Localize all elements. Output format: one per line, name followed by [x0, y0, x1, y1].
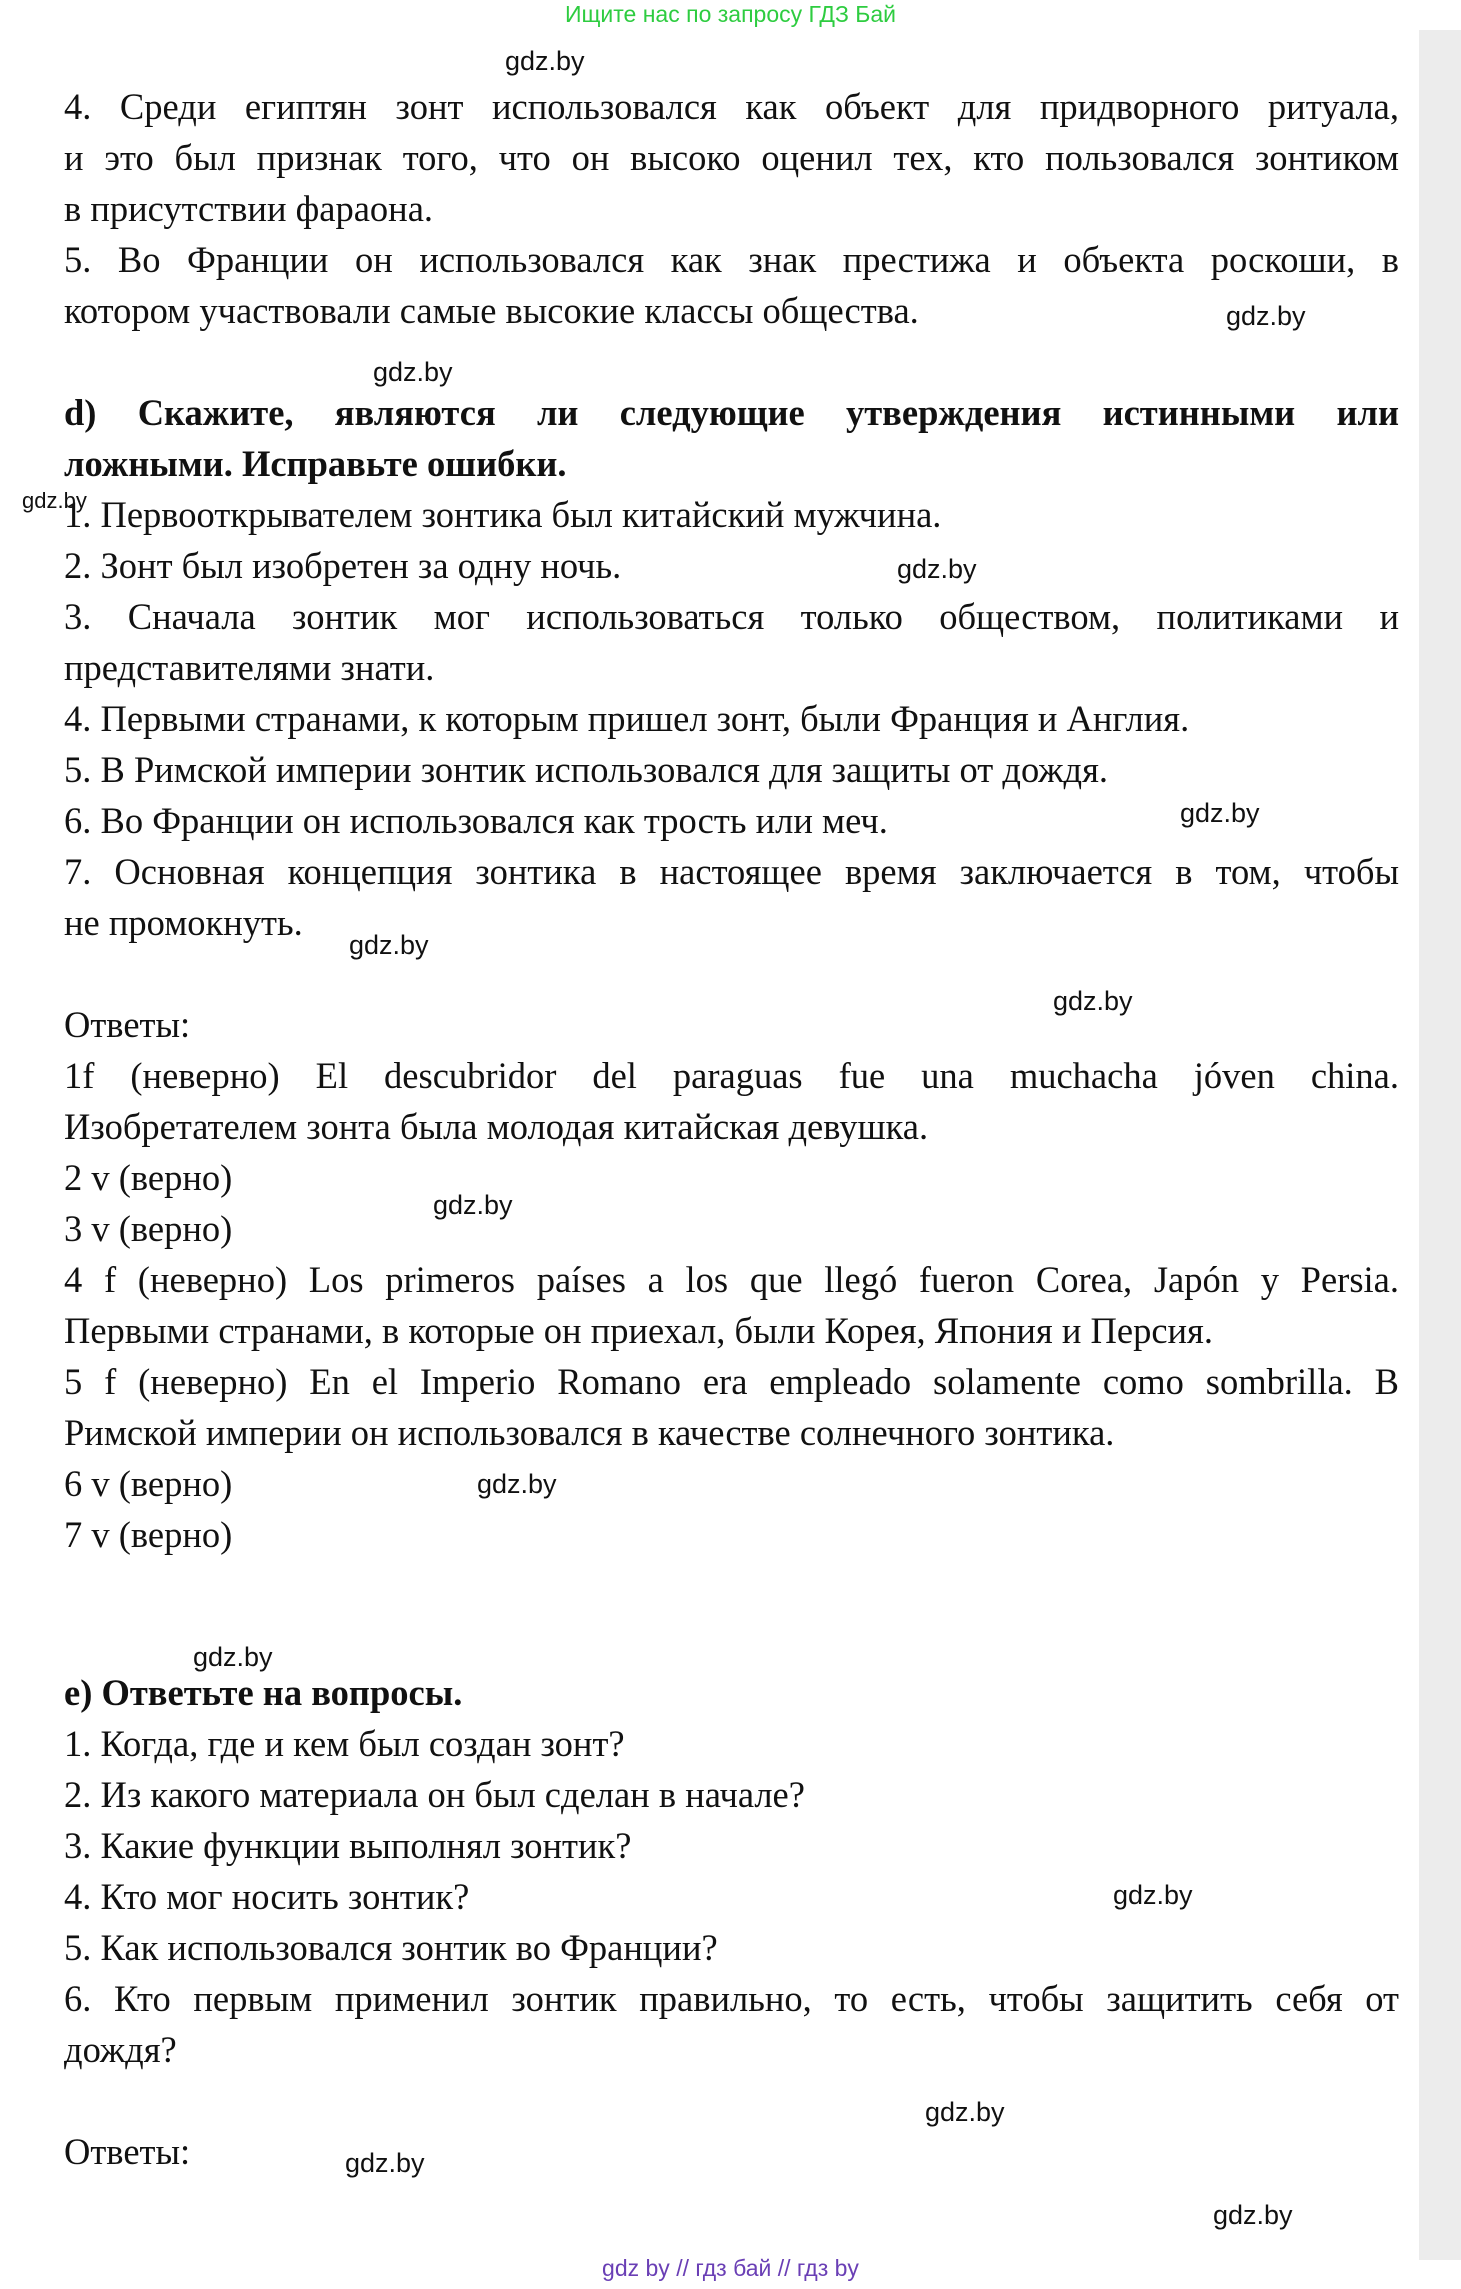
watermark: gdz.by	[345, 2148, 425, 2178]
answer-item: 1f (неверно) El descubridor del paraguas fue una muchacha jóven china.	[64, 1055, 1399, 1096]
watermark: gdz.by	[1180, 798, 1260, 828]
answer-item: 3 v (верно)	[64, 1208, 233, 1249]
watermark: gdz.by	[1213, 2200, 1293, 2230]
answer-item: Римской империи он использовался в качестве солнечного зонтика.	[64, 1412, 1115, 1453]
answer-item: 6 v (верно)	[64, 1463, 233, 1504]
answer-item: 2 v (верно)	[64, 1157, 233, 1198]
statement-item: 2. Зонт был изобретен за одну ночь.	[64, 545, 622, 586]
watermark: gdz.by	[349, 930, 429, 960]
watermark: gdz.by	[925, 2097, 1005, 2127]
watermark: gdz.by	[22, 488, 87, 513]
watermark: gdz.by	[373, 357, 453, 387]
question-item: 1. Когда, где и кем был создан зонт?	[64, 1723, 625, 1764]
section-d-heading: d) Скажите, являются ли следующие утверждения истинными или	[64, 392, 1399, 433]
answers-label: Ответы:	[64, 1004, 191, 1045]
text-line: 5. Во Франции он использовался как знак престижа и объекта роскоши, в	[64, 239, 1399, 280]
watermark: gdz.by	[1226, 301, 1306, 331]
answers-label: Ответы:	[64, 2131, 191, 2172]
statement-item: не промокнуть.	[64, 902, 303, 943]
answer-item: 7 v (верно)	[64, 1514, 233, 1555]
section-d-heading: ложными. Исправьте ошибки.	[64, 443, 567, 484]
statement-item: 1. Первооткрывателем зонтика был китайский мужчина.	[64, 494, 942, 535]
statement-item: 3. Сначала зонтик мог использоваться только обществом, политиками и	[64, 596, 1399, 637]
watermark: gdz.by	[477, 1469, 557, 1499]
question-item: 4. Кто мог носить зонтик?	[64, 1876, 470, 1917]
top-banner: Ищите нас по запросу ГДЗ Бай	[564, 1, 897, 27]
watermark: gdz.by	[193, 1642, 273, 1672]
question-item: 6. Кто первым применил зонтик правильно, то есть, чтобы защитить себя от	[64, 1978, 1399, 2019]
statement-item: представителями знати.	[64, 647, 435, 688]
text-line: и это был признак того, что он высоко оценил тех, кто пользовался зонтиком	[64, 137, 1399, 178]
answer-item: Изобретателем зонта была молодая китайская девушка.	[64, 1106, 929, 1147]
watermark: gdz.by	[897, 554, 977, 584]
answer-item: Первыми странами, в которые он приехал, были Корея, Япония и Персия.	[64, 1310, 1213, 1351]
watermark: gdz.by	[1053, 986, 1133, 1016]
watermark: gdz.by	[505, 46, 585, 76]
footer-links[interactable]: gdz by // гдз бай // гдз by	[602, 2255, 859, 2281]
answer-item: 4 f (неверно) Los primeros países a los que llegó fueron Corea, Japón y Persia.	[64, 1259, 1399, 1300]
statement-item: 5. В Римской империи зонтик использовался для защиты от дождя.	[64, 749, 1108, 790]
answer-item: 5 f (неверно) En el Imperio Romano era empleado solamente como sombrilla. В	[64, 1361, 1399, 1402]
question-item: 2. Из какого материала он был сделан в начале?	[64, 1774, 805, 1815]
text-line: котором участвовали самые высокие классы общества.	[64, 290, 919, 331]
watermark: gdz.by	[1113, 1880, 1193, 1910]
watermark: gdz.by	[433, 1190, 513, 1220]
section-e-heading: e) Ответьте на вопросы.	[64, 1672, 463, 1713]
text-line: 4. Среди египтян зонт использовался как объект для придворного ритуала,	[64, 86, 1399, 127]
question-item: дождя?	[64, 2029, 177, 2070]
text-line: в присутствии фараона.	[64, 188, 434, 229]
question-item: 5. Как использовался зонтик во Франции?	[64, 1927, 718, 1968]
statement-item: 6. Во Франции он использовался как трость или меч.	[64, 800, 888, 841]
statement-item: 4. Первыми странами, к которым пришел зонт, были Франция и Англия.	[64, 698, 1190, 739]
scrollbar-track[interactable]	[1419, 30, 1461, 2260]
question-item: 3. Какие функции выполнял зонтик?	[64, 1825, 632, 1866]
statement-item: 7. Основная концепция зонтика в настоящее время заключается в том, чтобы	[64, 851, 1399, 892]
